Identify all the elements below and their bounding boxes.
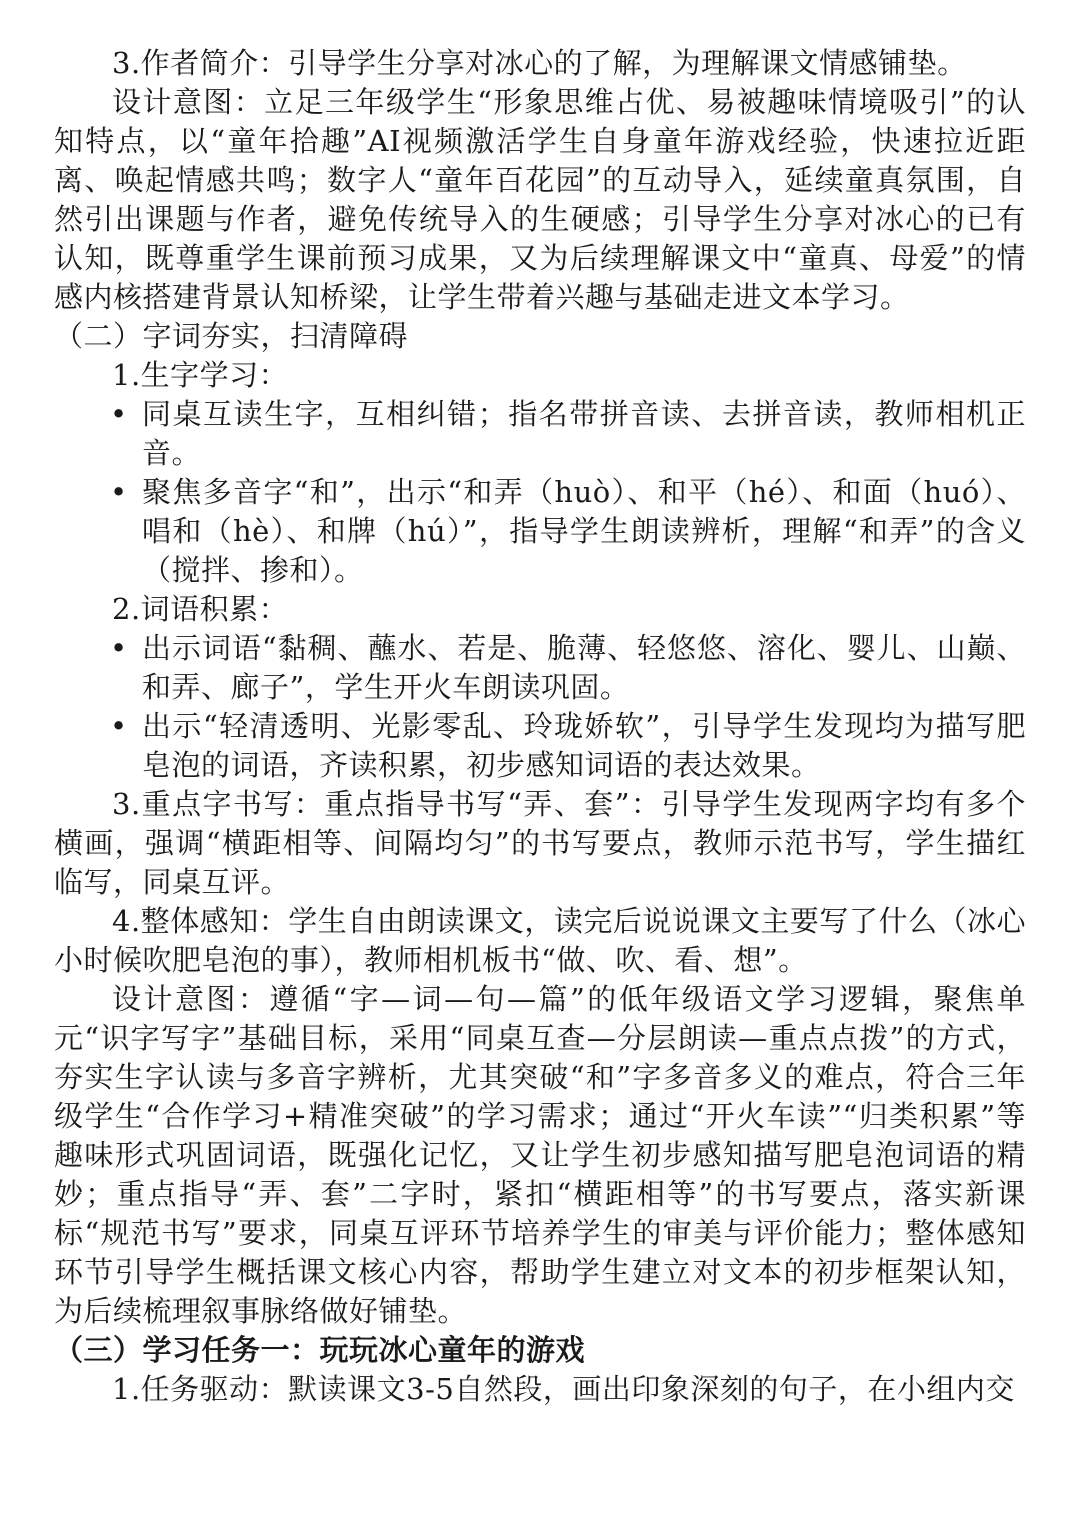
bullet-item	[0, 473, 1080, 590]
bullet-text: 出示“轻清透明、光影零乱、玲珑娇软”，引导学生发现均为描写肥皂泡的词语，齐读积累，初步感知词语的表达效果。	[142, 709, 1026, 782]
item-overall-perception: 4.整体感知：学生自由朗读课文，读完后说说课文主要写了什么（冰心小时候吹肥皂泡的事），教师相机板书“做、吹、看、想”。	[54, 904, 1026, 977]
bullet-text: 聚焦多音字“和”，出示“和弄（huò）、和平（hé）、和面（huó）、唱和（hè）、和牌（hú）”，指导学生朗读辨析，理解“和弄”的含义（搅拌、掺和）。	[142, 475, 1026, 587]
item-author-intro: 3.作者简介：引导学生分享对冰心的了解，为理解课文情感铺垫。	[112, 46, 967, 80]
item-vocabulary-title: 2.词语积累：	[112, 592, 289, 626]
bullet-icon: •	[110, 631, 128, 665]
item-writing: 3.重点字书写：重点指导书写“弄、套”：引导学生发现两字均有多个横画，强调“横距相等、间隔均匀”的书写要点，教师示范书写，学生描红临写，同桌互评。	[54, 787, 1026, 899]
top-margin	[0, 0, 1080, 44]
bullet-icon: •	[110, 475, 128, 509]
item-task-drive: 1.任务驱动：默读课文3-5自然段，画出印象深刻的句子，在小组内交	[112, 1372, 1015, 1406]
section-heading-3: （三）学习任务一：玩玩冰心童年的游戏	[54, 1333, 586, 1367]
bullet-text: 同桌互读生字，互相纠错；指名带拼音读、去拼音读，教师相机正音。	[142, 397, 1026, 470]
bullet-item	[0, 395, 1080, 473]
bullet-icon: •	[110, 709, 128, 743]
bullet-icon: •	[110, 397, 128, 431]
design-intent-2: 设计意图：遵循“字—词—句—篇”的低年级语文学习逻辑，聚焦单元“识字写字”基础目标，采用“同桌互查—分层朗读—重点点拨”的方式，夯实生字认读与多音字辨析，尤其突破“和”字多音多义的难点，符合三年级学生“合作学习+精准突破”的学习需求；通过“开火车读”“归类积累”等趣味形式巩固词语，既强化记忆，又让学生初步感知描写肥皂泡词语的精妙；重点指导“弄、套”二字时，紧扣“横距相等”的书写要点，落实新课标“规范书写”要求，同桌互评环节培养学生的审美与评价能力；整体感知环节引导学生概括课文核心内容，帮助学生建立对文本的初步框架认知，为后续梳理叙事脉络做好铺垫。	[54, 982, 1026, 1328]
design-intent-1: 设计意图：立足三年级学生“形象思维占优、易被趣味情境吸引”的认知特点，以“童年拾趣”AI视频激活学生自身童年游戏经验，快速拉近距离、唤起情感共鸣；数字人“童年百花园”的互动导入，延续童真氛围，自然引出课题与作者，避免传统导入的生硬感；引导学生分享对冰心的已有认知，既尊重学生课前预习成果，又为后续理解课文中“童真、母爱”的情感内核搭建背景认知桥梁，让学生带着兴趣与基础走进文本学习。	[54, 85, 1026, 314]
bullet-item	[0, 707, 1080, 785]
item-characters-title: 1.生字学习：	[112, 358, 289, 392]
bullet-item	[0, 629, 1080, 707]
section-heading-2: （二）字词夯实，扫清障碍	[54, 319, 409, 353]
bullet-text: 出示词语“黏稠、蘸水、若是、脆薄、轻悠悠、溶化、婴儿、山巅、和弄、廊子”，学生开火车朗读巩固。	[142, 631, 1026, 704]
